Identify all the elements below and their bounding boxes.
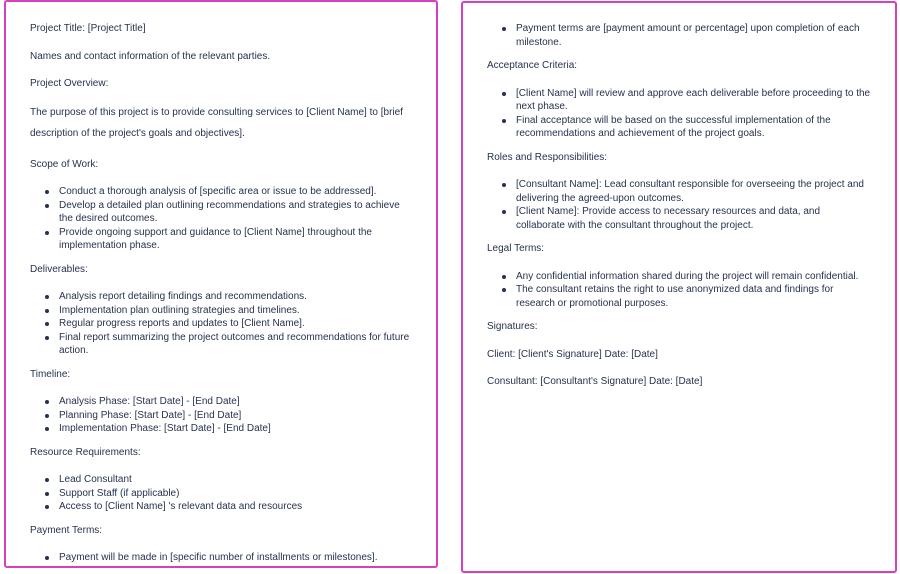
payment-list xyxy=(30,551,412,565)
list-item: Regular progress reports and updates to [Client Name]. xyxy=(59,317,412,331)
parties-line: Names and contact information of the relevant parties. xyxy=(30,50,271,62)
list-item: [Client Name] will review and approve each deliverable before proceeding to the next phase. xyxy=(516,87,871,112)
project-title: Project Title: [Project Title] xyxy=(30,23,146,34)
legal-label: Legal Terms: xyxy=(487,243,545,254)
timeline-label: Timeline: xyxy=(30,368,71,380)
document-page-2 xyxy=(461,1,897,573)
signatures-label: Signatures: xyxy=(487,321,538,332)
list-item: [Client Name]: Provide access to necessary resources and data, and collaborate with the consultant throughout the project. xyxy=(516,205,871,232)
list-item: Analysis Phase: [Start Date] - [End Date] xyxy=(59,395,412,409)
legal-list xyxy=(487,270,871,311)
timeline-list xyxy=(30,395,412,436)
consultant-signature-line: Consultant: [Consultant's Signature] Date: [Date] xyxy=(487,376,703,387)
document-page-1 xyxy=(4,0,438,568)
acceptance-label: Acceptance Criteria: xyxy=(487,60,578,71)
deliverables-label: Deliverables: xyxy=(30,263,88,275)
resources-label: Resource Requirements: xyxy=(30,446,141,458)
list-item: Payment will be made in [specific number of installments or milestones]. xyxy=(59,551,412,565)
resources-list xyxy=(30,473,412,514)
list-item: Implementation plan outlining strategies and timelines. xyxy=(59,304,412,318)
acceptance-list xyxy=(487,87,871,141)
list-item: Payment terms are [payment amount or percentage] upon completion of each milestone. xyxy=(516,22,871,49)
list-item: Develop a detailed plan outlining recommendations and strategies to achieve the desired outcomes. xyxy=(59,199,412,226)
payment-label: Payment Terms: xyxy=(30,524,103,536)
list-item: The consultant retains the right to use anonymized data and findings for research or promotional purposes. xyxy=(516,283,871,310)
list-item: Any confidential information shared during the project will remain confidential. xyxy=(516,270,871,284)
scope-list xyxy=(30,185,412,253)
overview-text: The purpose of this project is to provide consulting services to [Client Name] to [brief description of the project's goals and objectives]. xyxy=(30,106,403,139)
list-item: Access to [Client Name] 's relevant data and resources xyxy=(59,500,412,514)
list-item: Implementation Phase: [Start Date] - [End Date] xyxy=(59,422,412,436)
list-item: [Consultant Name]: Lead consultant responsible for overseeing the project and delivering the agreed-upon outcomes. xyxy=(516,178,871,205)
list-item: Provide ongoing support and guidance to [Client Name] throughout the implementation phase. xyxy=(59,226,412,253)
list-item: Analysis report detailing findings and recommendations. xyxy=(59,290,412,304)
deliverables-list xyxy=(30,290,412,358)
list-item: Support Staff (if applicable) xyxy=(59,487,412,501)
overview-label: Project Overview: xyxy=(30,78,109,89)
client-signature-line: Client: [Client's Signature] Date: [Date] xyxy=(487,348,658,360)
list-item: Final report summarizing the project outcomes and recommendations for future action. xyxy=(59,331,412,358)
list-item: Conduct a thorough analysis of [specific area or issue to be addressed]. xyxy=(59,185,412,199)
roles-list xyxy=(487,178,871,232)
list-item: Lead Consultant xyxy=(59,473,412,487)
roles-label: Roles and Responsibilities: xyxy=(487,151,608,163)
list-item: Final acceptance will be based on the successful implementation of the recommendations and achievement of the project goals. xyxy=(516,114,871,141)
scope-label: Scope of Work: xyxy=(30,158,99,170)
list-item: Planning Phase: [Start Date] - [End Date] xyxy=(59,409,412,423)
payment-list-continued xyxy=(487,22,871,49)
